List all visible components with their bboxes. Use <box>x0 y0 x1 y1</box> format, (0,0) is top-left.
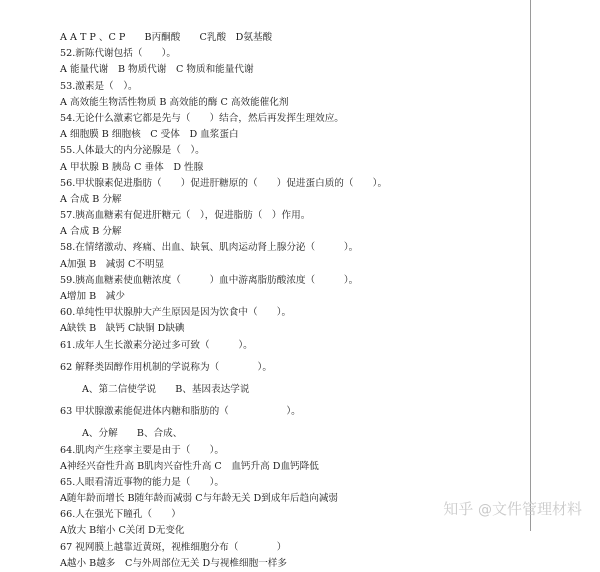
question-line: 53.激素是（ ）。 <box>60 80 138 92</box>
option-line: A神经兴奋性升高 B肌肉兴奋性升高 C 血钙升高 D血钙降低 <box>60 460 319 472</box>
question-line: 57.胰高血糖素有促进肝糖元（ ），促进脂肪（ ）作用。 <box>60 210 311 222</box>
question-line: 58.在情绪激动、疼痛、出血、缺氧、肌肉运动肾上腺分泌（ ）。 <box>60 242 359 254</box>
question-line: 66.人在强光下瞳孔（ ） <box>60 509 181 521</box>
zhihu-watermark <box>443 498 582 519</box>
option-line: A 能量代谢 B 物质代谢 C 物质和能量代谢 <box>60 64 254 76</box>
option-line: A随年龄而增长 B随年龄而减弱 C与年龄无关 D到成年后趋向减弱 <box>60 493 339 505</box>
question-line: 67 视网膜上越靠近黄斑，视椎细胞分布（ ） <box>60 541 287 553</box>
option-line: A A T P 、C P B丙酮酸 C乳酸 D氨基酸 <box>60 32 273 43</box>
option-line: A、分解 B、合成、 <box>82 428 183 440</box>
option-line: A加强 B 减弱 C不明显 <box>60 258 165 270</box>
option-line: A增加 B 减少 <box>60 291 125 302</box>
option-line: A、第二信使学说 B、基因表达学说 <box>82 383 250 395</box>
document-body <box>60 30 520 572</box>
question-line: 59.胰高血糖素使血糖浓度（ ）血中游离脂肪酸浓度（ ）。 <box>60 274 359 286</box>
option-line: A缺铁 B 缺钙 C缺铜 D缺碘 <box>60 323 185 335</box>
question-line: 65.人眼看清近事物的能力是（ ）。 <box>60 476 224 488</box>
question-line: 54.无论什么激素它都是先与（ ）结合，然后再发挥生理效应。 <box>60 112 344 124</box>
option-line: A 细胞膜 B 细胞核 C 受体 D 血浆蛋白 <box>60 129 239 141</box>
question-line: 64.肌肉产生痉挛主要是由于（ ）。 <box>60 444 224 456</box>
question-line: 56.甲状腺素促进脂肪（ ）促进肝糖原的（ ）促进蛋白质的（ ）。 <box>60 177 388 189</box>
option-line: A 合成 B 分解 <box>60 193 122 205</box>
option-line: A 甲状腺 B 胰岛 C 垂体 D 性腺 <box>60 161 204 173</box>
question-line: 63 甲状腺激素能促进体内糖和脂肪的（ ）。 <box>60 406 301 418</box>
question-line: 52.新陈代谢包括（ ）。 <box>60 48 176 60</box>
option-line: A越小 B越多 C与外周部位无关 D与视椎细胞一样多 <box>60 557 287 569</box>
question-line: 61.成年人生长激素分泌过多可致（ ）。 <box>60 339 253 351</box>
option-line: A 高效能生物活性物质 B 高效能的酶 C 高效能催化剂 <box>60 96 289 108</box>
question-line: 55.人体最大的内分泌腺是（ ）。 <box>60 145 205 157</box>
watermark-prefix: 知乎 <box>443 500 474 518</box>
page-right-edge <box>530 0 531 531</box>
option-line: A放大 B缩小 C关闭 D无变化 <box>60 525 185 537</box>
watermark-at: @ <box>477 502 492 518</box>
question-line: 60.单纯性甲状腺肿大产生原因是因为饮食中（ ）。 <box>60 307 292 319</box>
watermark-name: 文件管理材料 <box>491 500 582 518</box>
option-line: A 合成 B 分解 <box>60 226 122 238</box>
question-line: 62 解释类固醇作用机制的学说称为（ ）。 <box>60 361 272 373</box>
